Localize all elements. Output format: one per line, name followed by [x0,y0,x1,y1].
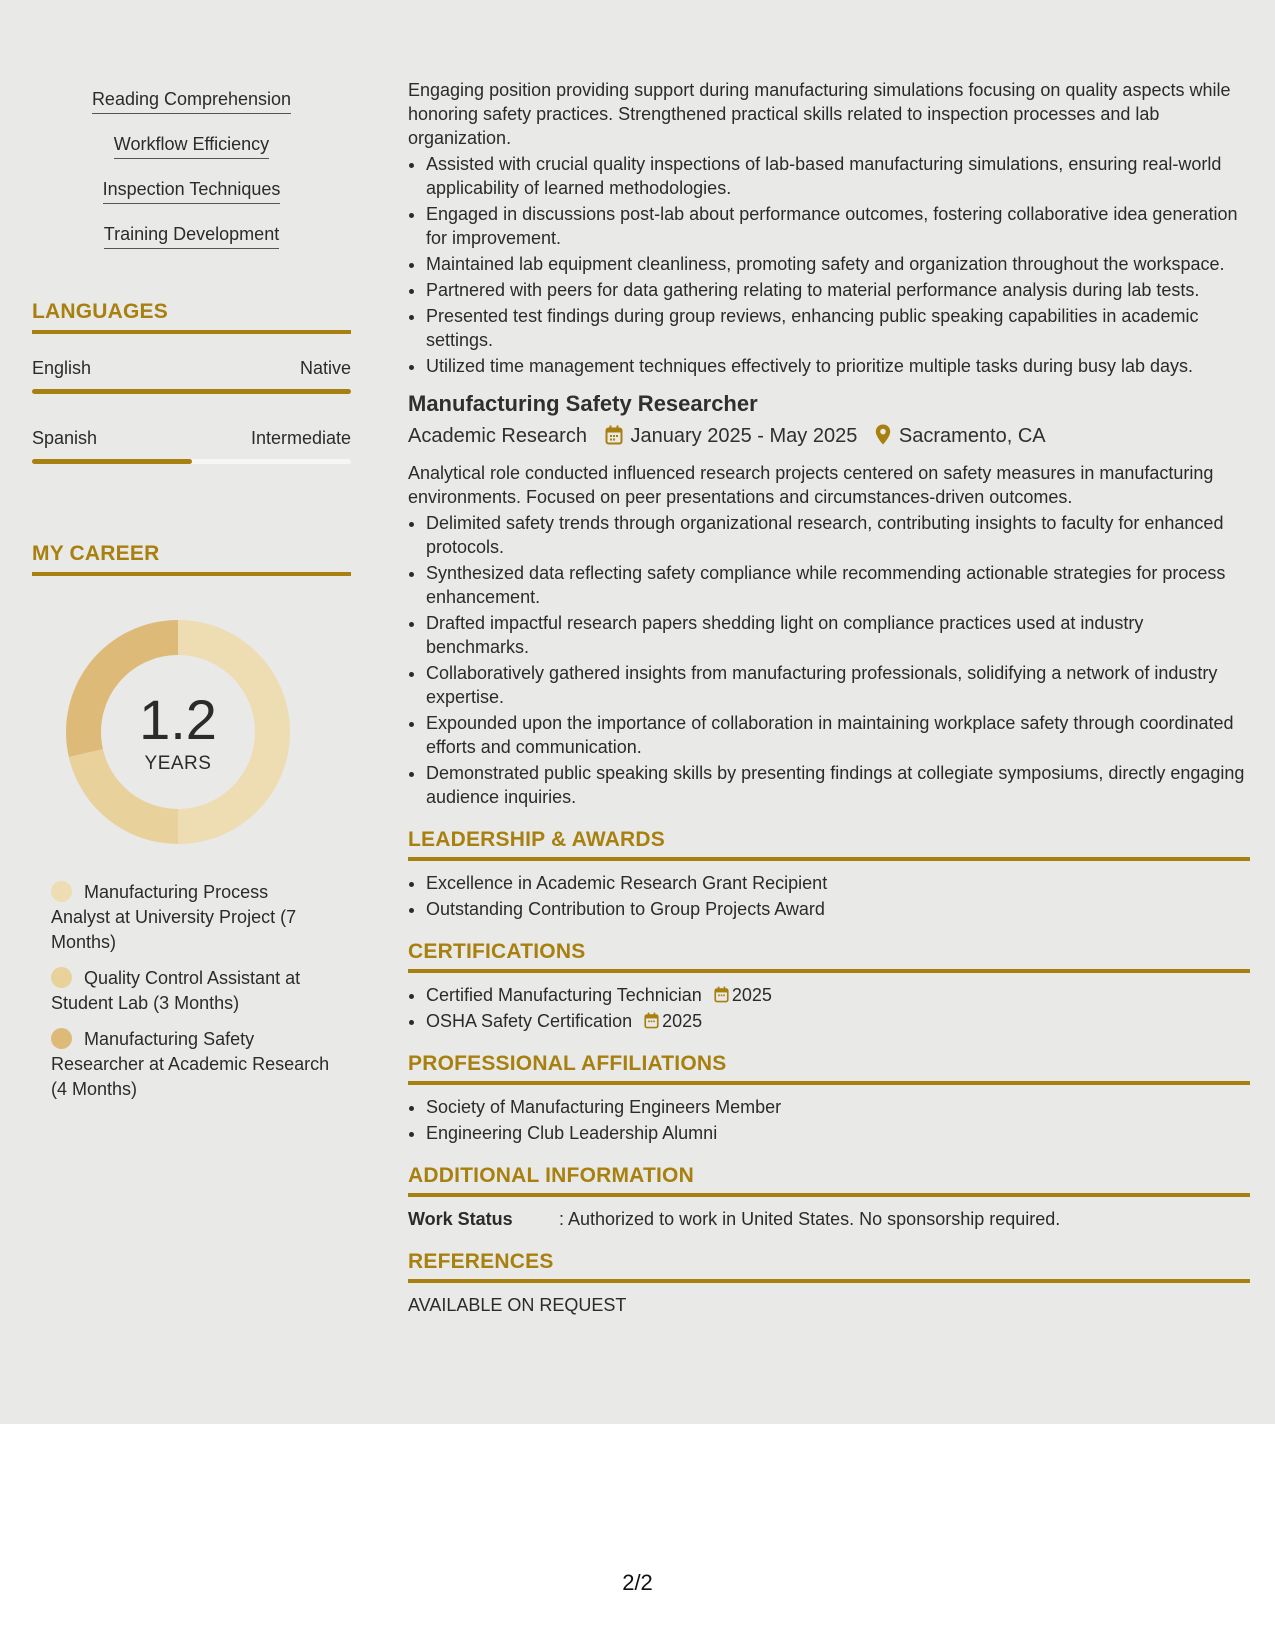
job-summary: Engaging position providing support during manufacturing simulations focusing on quality aspects while honoring safety practices. Strengthened practical skills related to inspection processes and lab organization. [408,80,1231,148]
career-total-unit: YEARS [144,753,212,774]
career-legend-item [51,880,331,955]
calendar-icon [644,1012,659,1029]
language-proficiency-bar [32,389,351,394]
job-bullet: • Collaboratively gathered insights from manufacturing professionals, solidifying a network of industry expertise. [426,661,1250,709]
job-bullet: • Demonstrated public speaking skills by presenting findings at collegiate symposiums, directly engaging audience inquiries. [426,761,1250,809]
job-bullet: • Utilized time management techniques effectively to prioritize multiple tasks during busy lab days. [426,354,1250,378]
language-name: Spanish [32,428,98,448]
job-bullets [408,152,1250,378]
job-title: Manufacturing Safety Researcher [408,391,758,416]
job-bullet: • Engaged in discussions post-lab about performance outcomes, fostering collaborative idea generation for improvement. [426,202,1250,250]
job-bullet: • Partnered with peers for data gathering relating to material performance analysis during lab tests. [426,278,1250,302]
certification-item [426,1009,1250,1033]
right-column [408,78,1250,1317]
career-legend-item [51,1027,331,1102]
language-proficiency-bar [32,459,351,464]
language-proficiency-fill [32,459,192,464]
work-status-row [408,1207,1250,1231]
additional-info-heading: ADDITIONAL INFORMATION [408,1163,1250,1197]
references-text: AVAILABLE ON REQUEST [408,1295,627,1315]
skill-item: Workflow Efficiency [114,131,269,159]
legend-dot-icon [51,1028,72,1049]
certification-name: Certified Manufacturing Technician [426,985,702,1005]
language-name: English [32,358,92,378]
certification-name: OSHA Safety Certification [426,1011,633,1031]
job-bullet: • Synthesized data reflecting safety compliance while recommending actionable strategies for process enhancement. [426,561,1250,609]
page-number: 2/2 [622,1570,653,1595]
job-bullet: • Presented test findings during group reviews, enhancing public speaking capabilities in academic settings. [426,304,1250,352]
certification-item [426,983,1250,1007]
skill-item: Reading Comprehension [92,86,291,114]
career-heading: MY CAREER [32,542,351,576]
calendar-icon [714,986,729,1003]
affiliation-item: • Engineering Club Leadership Alumni [426,1121,1250,1145]
career-legend-label: Manufacturing Process Analyst at University Project (7 Months) [51,882,297,952]
certification-year: 2025 [731,985,772,1005]
leadership-list [408,871,1250,921]
affiliations-list [408,1095,1250,1145]
award-item: • Excellence in Academic Research Grant Recipient [426,871,1250,895]
languages-heading: LANGUAGES [32,300,351,334]
job-bullet: • Maintained lab equipment cleanliness, promoting safety and organization throughout the workspace. [426,252,1250,276]
job-bullet: • Delimited safety trends through organizational research, contributing insights to faculty for enhanced protocols. [426,511,1250,559]
career-legend [51,880,331,1113]
job-bullet: • Assisted with crucial quality inspections of lab-based manufacturing simulations, ensuring real-world applicability of learned methodologies. [426,152,1250,200]
career-legend-item [51,966,331,1016]
award-item: • Outstanding Contribution to Group Projects Award [426,897,1250,921]
certifications-list [408,983,1250,1033]
job-company: Academic Research [408,425,587,447]
job-location: Sacramento, CA [898,425,1046,447]
career-legend-label: Manufacturing Safety Researcher at Academic Research (4 Months) [51,1029,330,1099]
career-legend-label: Quality Control Assistant at Student Lab (3 Months) [51,968,301,1013]
work-status-label: Work Status [408,1209,513,1229]
job-bullets [408,511,1250,809]
language-level: Intermediate [250,428,351,448]
work-status-value: : Authorized to work in United States. No sponsorship required. [559,1209,1061,1229]
skill-item: Inspection Techniques [103,176,281,204]
job-meta [408,422,1250,453]
language-proficiency-fill [32,389,351,394]
job-bullet: • Expounded upon the importance of collaboration in maintaining workplace safety through coordinated efforts and communication. [426,711,1250,759]
references-heading: REFERENCES [408,1249,1250,1283]
job-summary: Analytical role conducted influenced research projects centered on safety measures in manufacturing environments. Focused on peer presentations and circumstances-driven outcomes. [408,463,1214,507]
calendar-icon [605,425,623,453]
legend-dot-icon [51,967,72,988]
affiliation-item: • Society of Manufacturing Engineers Member [426,1095,1250,1119]
language-level: Native [299,358,351,378]
job-dates: January 2025 - May 2025 [630,425,858,447]
skills-list [32,86,351,266]
certification-year: 2025 [662,1011,703,1031]
leadership-heading: LEADERSHIP & AWARDS [408,827,1250,861]
skill-item: Training Development [104,221,279,249]
location-pin-icon [875,424,891,453]
certifications-heading: CERTIFICATIONS [408,939,1250,973]
affiliations-heading: PROFESSIONAL AFFILIATIONS [408,1051,1250,1085]
career-total-years: 1.2 [139,688,217,751]
legend-dot-icon [51,881,72,902]
job-bullet: • Drafted impactful research papers shedding light on compliance practices used at industry benchmarks. [426,611,1250,659]
